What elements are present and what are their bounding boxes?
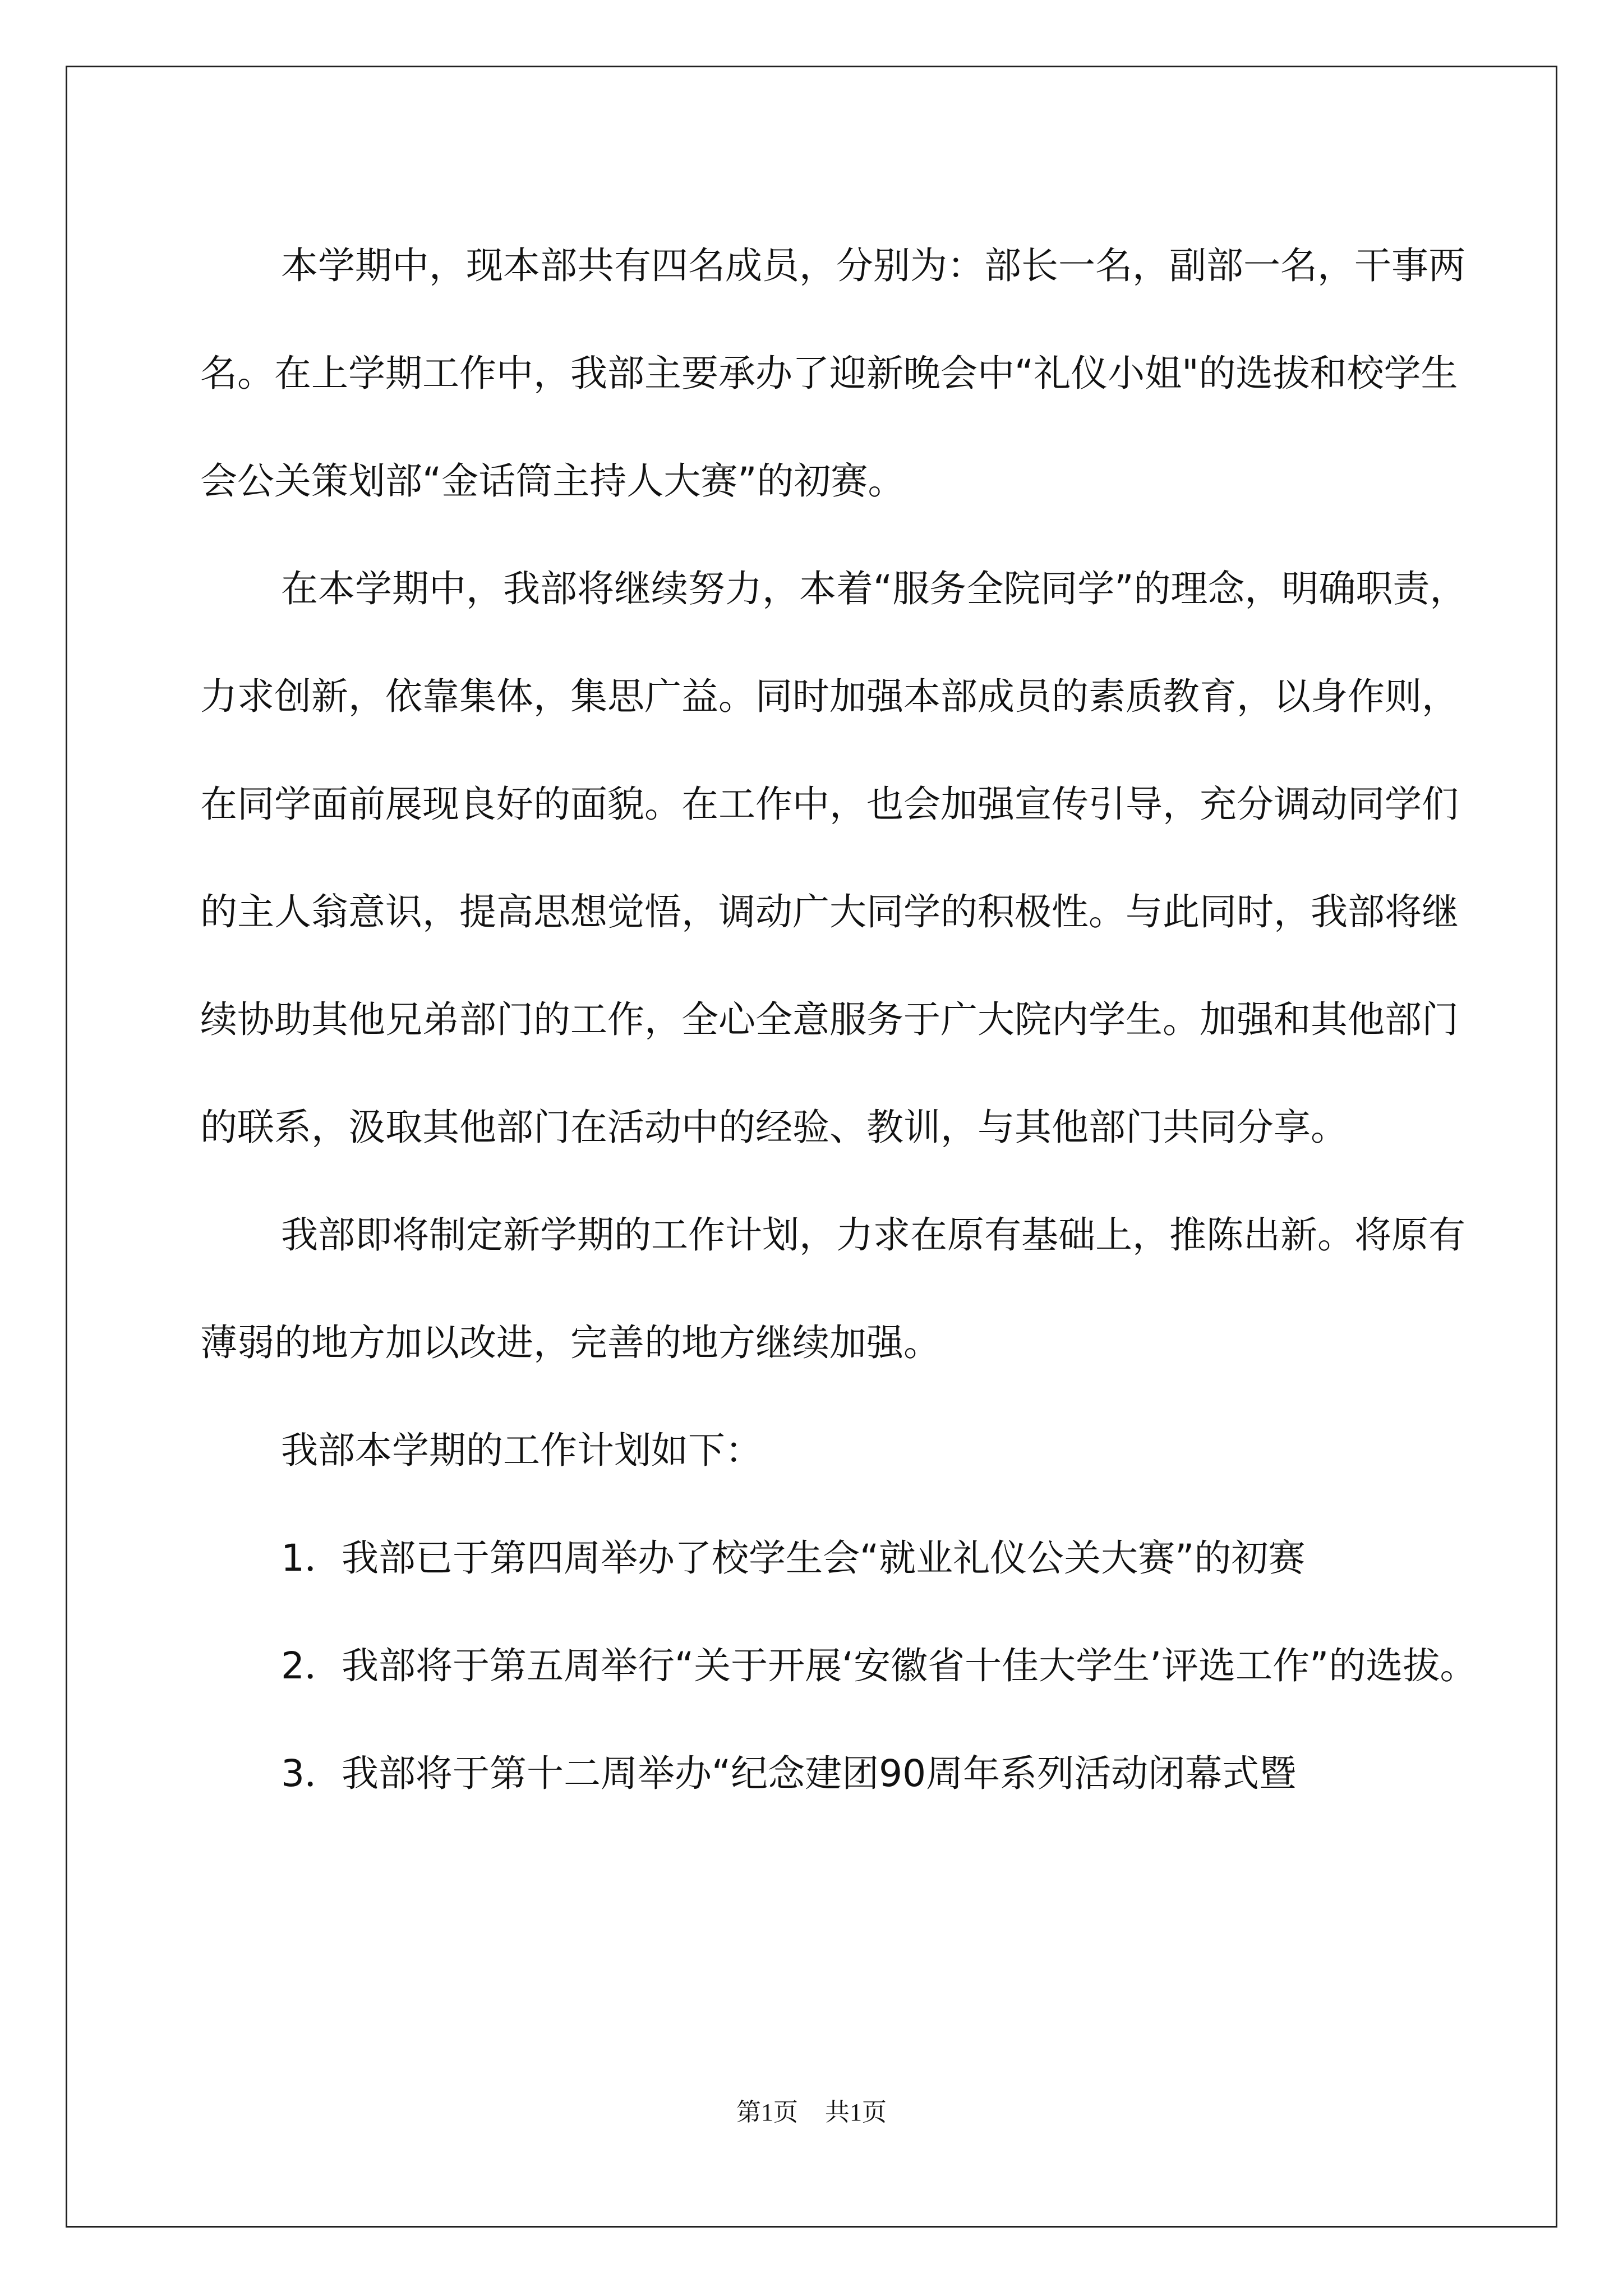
- list-item-1: 1．我部已于第四周举办了校学生会“就业礼仪公关大赛”的初赛: [281, 1536, 1306, 1580]
- document-body: [200, 212, 1479, 1828]
- paragraph-4: 我部本学期的工作计划如下：: [281, 1429, 762, 1472]
- page-number-total: 共1页: [825, 2099, 887, 2126]
- paragraph-3: 我部即将制定新学期的工作计划，力求在原有基础上，推陈出新。将原有薄弱的地方加以改进，完善的地方继续加强。: [200, 1213, 1465, 1364]
- paragraph-2: 在本学期中，我部将继续努力，本着“服务全院同学”的理念，明确职责，力求创新，依靠集体，集思广益。同时加强本部成员的素质教育，以身作则，在同学面前展现良好的面貌。在工作中，也会加强宣传引导，充分调动同学们的主人翁意识，提高思想觉悟，调动广大同学的积极性。与此同时，我部将继续协助其他兄弟部门的工作，全心全意服务于广大院内学生。加强和其他部门的联系，汲取其他部门在活动中的经验、教训，与其他部门共同分享。: [200, 567, 1467, 1149]
- paragraph-1: 本学期中，现本部共有四名成员，分别为：部长一名，副部一名，干事两名。在上学期工作中，我部主要承办了迎新晚会中“礼仪小姐"的选拔和校学生会公关策划部“金话筒主持人大赛”的初赛。: [200, 244, 1465, 503]
- page-number-current: 第1页: [736, 2099, 798, 2126]
- page-footer: [0, 2092, 1623, 2128]
- list-item-3: 3．我部将于第十二周举办“纪念建团90周年系列活动闭幕式暨: [281, 1752, 1297, 1795]
- list-item-2: 2．我部将于第五周举行“关于开展‘安徽省十佳大学生’评选工作”的选拔。: [281, 1644, 1477, 1687]
